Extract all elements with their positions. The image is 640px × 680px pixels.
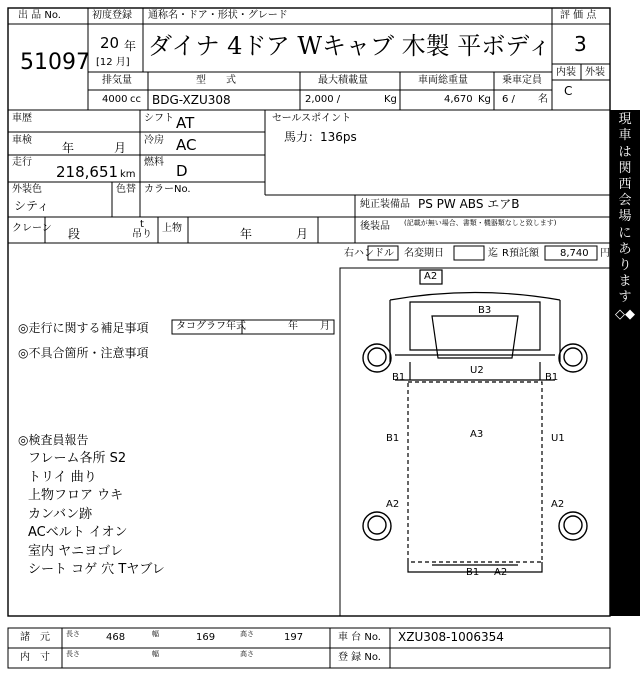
mileage-label: 走行	[12, 157, 32, 168]
first-reg-month: [12 月]	[96, 57, 130, 68]
capacity-unit: 名	[538, 94, 548, 105]
tacho-label: タコグラフ年式	[176, 321, 246, 332]
lot-no: 51097	[20, 50, 90, 75]
mark-rear-right: A2	[494, 567, 508, 578]
inspection-month: 月	[114, 141, 127, 155]
defects-label: ◎不具合箇所・注意事項	[18, 346, 149, 360]
first-reg-year: 20	[100, 34, 120, 52]
year-unit: 年	[124, 39, 137, 53]
length-label: 長さ	[66, 630, 80, 638]
upper-month: 月	[296, 227, 309, 241]
max-load-label: 最大積載量	[318, 75, 368, 86]
recycle-unit: 円	[600, 248, 610, 259]
crane-stage: 段	[68, 227, 81, 241]
gross-weight: 4,670	[444, 94, 473, 105]
mark-right-rear: A2	[551, 499, 565, 510]
standard-equip: PS PW ABS エアB	[418, 197, 520, 211]
tacho-month: 月	[320, 321, 330, 332]
mark-left-front-wheel: B1	[392, 372, 406, 383]
color-code-label: カラーNo.	[144, 184, 191, 195]
inner-length-label: 長さ	[66, 650, 80, 658]
displacement-label: 排気量	[102, 75, 132, 86]
max-load: 2,000 /	[305, 94, 341, 105]
score: 3	[574, 32, 587, 56]
mark-roof: B3	[478, 305, 492, 316]
inspector-line: ACベルト イオン	[28, 525, 128, 540]
sales-point-text: 馬力：136ps	[284, 130, 357, 144]
inspector-line: シート コゲ 穴 Tヤブレ	[28, 562, 165, 577]
standard-equip-label: 純正装備品	[360, 199, 410, 210]
capacity-label: 乗車定員	[502, 75, 542, 86]
inspector-line: 室内 ヤニヨゴレ	[28, 543, 124, 559]
inner-dims-label: 内 寸	[20, 652, 50, 663]
mark-right-side: U1	[551, 433, 565, 444]
model-name: ダイナ 4ドア Wキャブ 木製 平ボディ	[148, 32, 552, 60]
ac: AC	[176, 136, 197, 154]
height: 197	[284, 632, 304, 643]
inner-height-label: 高さ	[240, 650, 254, 658]
inspector-report-lines	[28, 450, 165, 580]
inspector-report-label: ◎検査員報告	[18, 433, 89, 447]
color-change-label: 色替	[116, 184, 136, 195]
inner-width-label: 幅	[152, 650, 159, 658]
history-label: 車歴	[12, 113, 32, 124]
displacement: 4000	[102, 94, 128, 105]
mark-rear-left: B1	[466, 567, 480, 578]
mark-left-rear: A2	[386, 499, 400, 510]
inspector-line: カンバン跡	[28, 506, 93, 522]
upper-label: 上物	[162, 223, 182, 234]
first-reg-label: 初度登録	[92, 10, 132, 21]
mileage: 218,651	[56, 163, 119, 181]
model-type: BDG-XZU308	[152, 93, 231, 107]
max-load-unit: Kg	[384, 94, 397, 105]
displacement-unit: cc	[130, 94, 141, 105]
width: 169	[196, 632, 216, 643]
crane-tonnage: t	[140, 219, 144, 230]
mileage-unit: km	[120, 169, 136, 180]
inspector-line: 上物フロア ウキ	[28, 488, 124, 503]
mark-top: A2	[424, 271, 438, 282]
recycle-prefix: 迄	[488, 248, 498, 259]
inspector-line: フレーム各所 S2	[28, 451, 127, 466]
recycle-label: R預託額	[502, 248, 539, 259]
score-label: 評 価 点	[560, 10, 597, 21]
sales-point-label: セールスポイント	[272, 113, 352, 124]
crane-label: クレーン	[12, 223, 52, 234]
lot-no-label: 出 品 No.	[18, 10, 61, 21]
aftermarket-note: (記載が無い場合、書類・機器類なしと致します)	[404, 219, 557, 227]
shift-label: シフト	[144, 113, 174, 124]
right-handle: 右ハンドル	[344, 248, 394, 259]
recycle-amount: 8,740	[560, 248, 589, 259]
inspection-year: 年	[62, 141, 75, 155]
gross-weight-unit: Kg	[478, 94, 491, 105]
chassis-no: XZU308-1006354	[398, 630, 504, 644]
mark-right-front-wheel: B1	[545, 372, 559, 383]
exterior-label: 外装	[585, 67, 605, 78]
width-label: 幅	[152, 630, 159, 638]
gross-weight-label: 車両総重量	[418, 75, 468, 86]
aftermarket-label: 後装品	[360, 221, 390, 232]
reg-no-label: 登 録 No.	[338, 652, 381, 663]
mark-left-side: B1	[386, 433, 400, 444]
model-label: 通称名・ドア・形状・グレード	[148, 10, 288, 21]
capacity: 6 /	[502, 94, 515, 105]
color: シティ	[14, 199, 50, 213]
tacho-year: 年	[288, 321, 298, 332]
shift: AT	[176, 114, 195, 132]
name-change-label: 名変期日	[404, 248, 444, 259]
mark-cab: U2	[470, 365, 484, 376]
chassis-label: 車 台 No.	[338, 632, 381, 643]
color-label: 外装色	[12, 184, 42, 195]
length: 468	[106, 632, 126, 643]
type-label: 型 式	[196, 75, 236, 86]
interior-label: 内装	[556, 67, 576, 78]
crane-hoist: 吊り	[132, 229, 152, 240]
interior-grade: C	[564, 84, 573, 98]
mark-bed: A3	[470, 429, 484, 440]
fuel-label: 燃料	[144, 157, 164, 168]
side-banner: ◇◆現車は関西会場にあります◇◆	[615, 96, 635, 322]
dims-label: 諸 元	[20, 632, 50, 643]
height-label: 高さ	[240, 630, 254, 638]
inspector-line: トリイ 曲り	[28, 469, 97, 485]
ac-label: 冷房	[144, 135, 164, 146]
inspection-label: 車検	[12, 135, 32, 146]
running-notes-label: ◎走行に関する補足事項	[18, 321, 149, 335]
upper-year: 年	[240, 227, 253, 241]
fuel: D	[176, 162, 188, 180]
